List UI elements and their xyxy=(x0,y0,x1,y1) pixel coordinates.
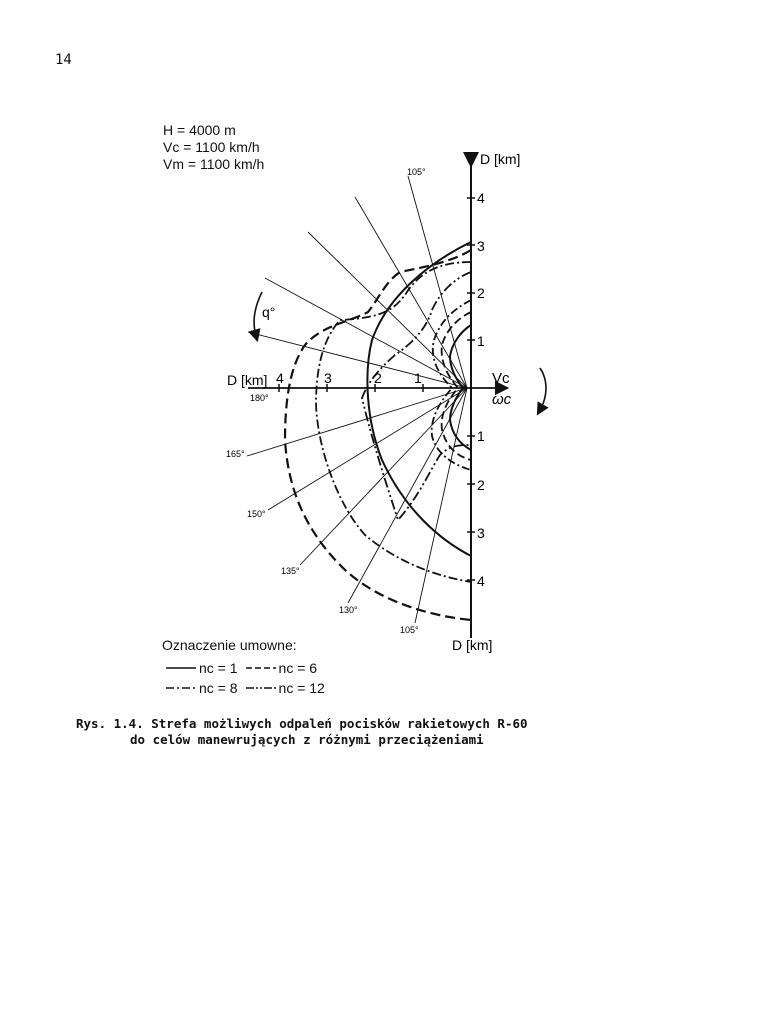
caption-line-2: do celów manewrujących z różnymi przeciążeniami xyxy=(130,732,484,747)
legend-item-nc-1 xyxy=(166,658,238,678)
tick-left-1: 1 xyxy=(414,370,422,386)
angle-q-label: q° xyxy=(262,304,276,320)
tick-down-3: 3 xyxy=(477,525,485,541)
curve-nc-6 xyxy=(285,250,471,620)
dash-dot-line-icon xyxy=(166,684,196,692)
dash-double-dot-line-icon xyxy=(246,684,276,692)
legend-label-nc-1: nc = 1 xyxy=(199,660,238,676)
angle-label-180: 180° xyxy=(250,393,269,403)
angle-label-165: 165° xyxy=(226,449,245,459)
tick-down-1: 1 xyxy=(477,428,485,444)
horizontal-axis-label: D [km] xyxy=(227,372,268,388)
angle-label-150: 150° xyxy=(247,509,266,519)
legend-label-nc-12: nc = 12 xyxy=(278,680,325,696)
radial-105-top xyxy=(408,176,467,388)
legend-label-nc-6: nc = 6 xyxy=(278,660,318,676)
angle-label-135: 135° xyxy=(281,566,300,576)
tick-left-3: 3 xyxy=(324,370,332,386)
angle-q-arrow xyxy=(254,292,262,336)
legend xyxy=(166,658,333,698)
param-altitude: H = 4000 m xyxy=(163,122,236,138)
radial-lines xyxy=(247,176,467,623)
tick-up-4: 4 xyxy=(477,190,485,206)
tick-up-1: 1 xyxy=(477,333,485,349)
vertical-axis-label-bottom: D [km] xyxy=(452,637,493,653)
tick-up-3: 3 xyxy=(477,238,485,254)
tick-left-4: 4 xyxy=(276,370,284,386)
page-number: 14 xyxy=(55,52,72,68)
angle-label-105-top: 105° xyxy=(407,167,426,177)
legend-item-nc-12 xyxy=(246,678,325,698)
param-missile-speed: Vm = 1100 km/h xyxy=(163,156,265,172)
vertical-axis-label-top: D [km] xyxy=(480,151,521,167)
legend-title: Oznaczenie umowne: xyxy=(162,637,297,653)
tick-down-4: 4 xyxy=(477,573,485,589)
legend-item-nc-8 xyxy=(166,678,238,698)
legend-label-nc-8: nc = 8 xyxy=(199,680,238,696)
param-target-speed: Vc = 1100 km/h xyxy=(163,139,260,155)
omega-arrow xyxy=(540,368,546,410)
tick-down-2: 2 xyxy=(477,477,485,493)
tick-up-2: 2 xyxy=(477,285,485,301)
figure-caption xyxy=(76,716,616,748)
caption-line-1: Rys. 1.4. Strefa możliwych odpaleń pocisków rakietowych R-60 xyxy=(76,716,528,731)
angle-label-130: 130° xyxy=(339,605,358,615)
legend-item-nc-6 xyxy=(246,658,318,678)
radial-165 xyxy=(247,388,467,456)
target-angular-velocity-label: ωc xyxy=(492,391,512,408)
target-velocity-label: Vc xyxy=(492,370,510,387)
angle-label-105-bottom: 105° xyxy=(400,625,419,635)
dashed-line-icon xyxy=(246,664,276,672)
tick-left-2: 2 xyxy=(374,370,382,386)
solid-line-icon xyxy=(166,664,196,672)
